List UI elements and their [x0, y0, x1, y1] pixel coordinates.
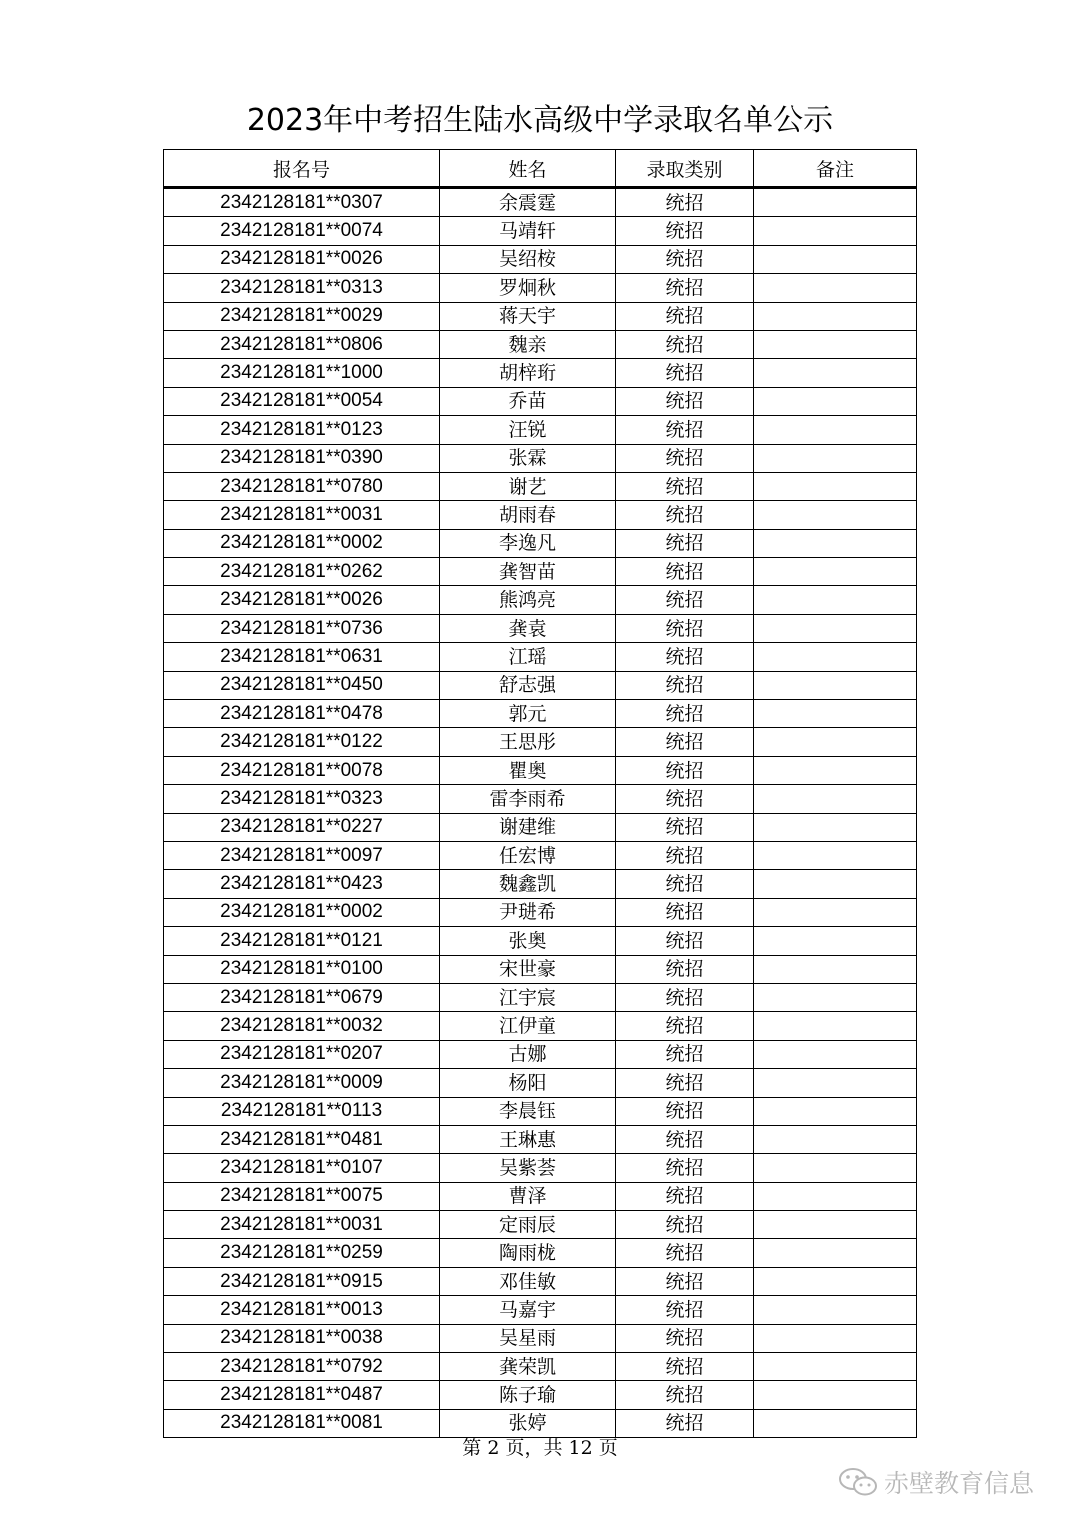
- admission-type-cell: 统招: [616, 1381, 754, 1409]
- admission-type-cell: 统招: [616, 1040, 754, 1068]
- remarks-cell: [754, 1012, 917, 1040]
- table-row: [164, 756, 917, 784]
- admission-type-cell: 统招: [616, 870, 754, 898]
- table-row: [164, 1267, 917, 1295]
- student-name-cell: 邓佳敏: [440, 1267, 616, 1295]
- table-row: [164, 416, 917, 444]
- student-name-cell: 余震霆: [440, 188, 616, 217]
- admission-type-cell: 统招: [616, 1182, 754, 1210]
- remarks-cell: [754, 217, 917, 245]
- table-row: [164, 501, 917, 529]
- registration-number-cell: 2342128181**0390: [164, 444, 440, 472]
- admission-type-cell: 统招: [616, 927, 754, 955]
- registration-number-cell: 2342128181**1000: [164, 359, 440, 387]
- table-row: [164, 643, 917, 671]
- student-name-cell: 古娜: [440, 1040, 616, 1068]
- remarks-cell: [754, 898, 917, 926]
- table-row: [164, 1069, 917, 1097]
- remarks-cell: [754, 1267, 917, 1295]
- registration-number-cell: 2342128181**0450: [164, 671, 440, 699]
- remarks-cell: [754, 841, 917, 869]
- table-row: [164, 1211, 917, 1239]
- registration-number-cell: 2342128181**0097: [164, 841, 440, 869]
- remarks-cell: [754, 1097, 917, 1125]
- student-name-cell: 乔苗: [440, 387, 616, 415]
- remarks-cell: [754, 1324, 917, 1352]
- registration-number-cell: 2342128181**0423: [164, 870, 440, 898]
- student-name-cell: 杨阳: [440, 1069, 616, 1097]
- remarks-cell: [754, 1353, 917, 1381]
- remarks-cell: [754, 1154, 917, 1182]
- remarks-cell: [754, 472, 917, 500]
- admission-type-cell: 统招: [616, 1125, 754, 1153]
- admission-type-cell: 统招: [616, 955, 754, 983]
- remarks-cell: [754, 501, 917, 529]
- remarks-cell: [754, 1069, 917, 1097]
- table-header: [164, 150, 917, 188]
- admission-type-cell: 统招: [616, 359, 754, 387]
- registration-number-cell: 2342128181**0026: [164, 245, 440, 273]
- registration-number-cell: 2342128181**0002: [164, 898, 440, 926]
- remarks-cell: [754, 1296, 917, 1324]
- admission-type-cell: 统招: [616, 785, 754, 813]
- student-name-cell: 马靖轩: [440, 217, 616, 245]
- student-name-cell: 江瑶: [440, 643, 616, 671]
- admission-type-cell: 统招: [616, 501, 754, 529]
- table-row: [164, 1154, 917, 1182]
- admission-type-cell: 统招: [616, 274, 754, 302]
- admission-type-cell: 统招: [616, 1211, 754, 1239]
- registration-number-cell: 2342128181**0013: [164, 1296, 440, 1324]
- admission-type-cell: 统招: [616, 700, 754, 728]
- registration-number-cell: 2342128181**0780: [164, 472, 440, 500]
- student-name-cell: 江宇宸: [440, 983, 616, 1011]
- registration-number-cell: 2342128181**0478: [164, 700, 440, 728]
- student-name-cell: 谢艺: [440, 472, 616, 500]
- student-name-cell: 吴星雨: [440, 1324, 616, 1352]
- remarks-cell: [754, 245, 917, 273]
- admission-type-cell: 统招: [616, 1296, 754, 1324]
- student-name-cell: 王琳惠: [440, 1125, 616, 1153]
- admission-type-cell: 统招: [616, 813, 754, 841]
- table-row: [164, 983, 917, 1011]
- header-remarks: 备注: [754, 150, 917, 188]
- admission-type-cell: 统招: [616, 444, 754, 472]
- remarks-cell: [754, 529, 917, 557]
- registration-number-cell: 2342128181**0038: [164, 1324, 440, 1352]
- table-row: [164, 558, 917, 586]
- student-name-cell: 曹泽: [440, 1182, 616, 1210]
- registration-number-cell: 2342128181**0792: [164, 1353, 440, 1381]
- admission-type-cell: 统招: [616, 1267, 754, 1295]
- registration-number-cell: 2342128181**0029: [164, 302, 440, 330]
- admission-type-cell: 统招: [616, 472, 754, 500]
- admission-type-cell: 统招: [616, 756, 754, 784]
- table-body: [164, 188, 917, 1438]
- table-row: [164, 870, 917, 898]
- student-name-cell: 任宏博: [440, 841, 616, 869]
- admission-type-cell: 统招: [616, 1069, 754, 1097]
- table-row: [164, 841, 917, 869]
- table-row: [164, 444, 917, 472]
- table-row: [164, 1012, 917, 1040]
- student-name-cell: 李逸凡: [440, 529, 616, 557]
- admission-type-cell: 统招: [616, 643, 754, 671]
- registration-number-cell: 2342128181**0121: [164, 927, 440, 955]
- student-name-cell: 吴紫荟: [440, 1154, 616, 1182]
- registration-number-cell: 2342128181**0026: [164, 586, 440, 614]
- remarks-cell: [754, 586, 917, 614]
- remarks-cell: [754, 330, 917, 358]
- registration-number-cell: 2342128181**0806: [164, 330, 440, 358]
- admission-type-cell: 统招: [616, 217, 754, 245]
- registration-number-cell: 2342128181**0054: [164, 387, 440, 415]
- table-row: [164, 217, 917, 245]
- admission-type-cell: 统招: [616, 558, 754, 586]
- remarks-cell: [754, 1211, 917, 1239]
- admission-type-cell: 统招: [616, 245, 754, 273]
- admission-type-cell: 统招: [616, 841, 754, 869]
- admission-type-cell: 统招: [616, 188, 754, 217]
- student-name-cell: 龚智苗: [440, 558, 616, 586]
- student-name-cell: 胡雨春: [440, 501, 616, 529]
- admission-table: [163, 149, 917, 1438]
- admission-type-cell: 统招: [616, 416, 754, 444]
- header-name: 姓名: [440, 150, 616, 188]
- registration-number-cell: 2342128181**0031: [164, 1211, 440, 1239]
- student-name-cell: 魏鑫凯: [440, 870, 616, 898]
- remarks-cell: [754, 614, 917, 642]
- remarks-cell: [754, 444, 917, 472]
- registration-number-cell: 2342128181**0113: [164, 1097, 440, 1125]
- table-row: [164, 1125, 917, 1153]
- remarks-cell: [754, 728, 917, 756]
- table-row: [164, 1296, 917, 1324]
- registration-number-cell: 2342128181**0481: [164, 1125, 440, 1153]
- remarks-cell: [754, 955, 917, 983]
- registration-number-cell: 2342128181**0123: [164, 416, 440, 444]
- table-row: [164, 728, 917, 756]
- registration-number-cell: 2342128181**0631: [164, 643, 440, 671]
- registration-number-cell: 2342128181**0100: [164, 955, 440, 983]
- student-name-cell: 罗炯秋: [440, 274, 616, 302]
- admission-type-cell: 统招: [616, 302, 754, 330]
- remarks-cell: [754, 416, 917, 444]
- admission-type-cell: 统招: [616, 330, 754, 358]
- table-row: [164, 1097, 917, 1125]
- table-row: [164, 529, 917, 557]
- watermark: [838, 1464, 1034, 1500]
- remarks-cell: [754, 359, 917, 387]
- registration-number-cell: 2342128181**0107: [164, 1154, 440, 1182]
- table-row: [164, 302, 917, 330]
- admission-type-cell: 统招: [616, 671, 754, 699]
- registration-number-cell: 2342128181**0313: [164, 274, 440, 302]
- registration-number-cell: 2342128181**0122: [164, 728, 440, 756]
- table-row: [164, 387, 917, 415]
- student-name-cell: 张奥: [440, 927, 616, 955]
- remarks-cell: [754, 1239, 917, 1267]
- registration-number-cell: 2342128181**0227: [164, 813, 440, 841]
- header-registration-number: 报名号: [164, 150, 440, 188]
- remarks-cell: [754, 983, 917, 1011]
- table-row: [164, 1381, 917, 1409]
- student-name-cell: 尹琎希: [440, 898, 616, 926]
- remarks-cell: [754, 188, 917, 217]
- table-row: [164, 813, 917, 841]
- student-name-cell: 龚袁: [440, 614, 616, 642]
- remarks-cell: [754, 870, 917, 898]
- admission-type-cell: 统招: [616, 387, 754, 415]
- admission-type-cell: 统招: [616, 728, 754, 756]
- student-name-cell: 江伊童: [440, 1012, 616, 1040]
- admission-type-cell: 统招: [616, 1409, 754, 1437]
- registration-number-cell: 2342128181**0032: [164, 1012, 440, 1040]
- student-name-cell: 张婷: [440, 1409, 616, 1437]
- wechat-icon: [838, 1467, 878, 1497]
- registration-number-cell: 2342128181**0487: [164, 1381, 440, 1409]
- remarks-cell: [754, 1125, 917, 1153]
- remarks-cell: [754, 274, 917, 302]
- table-row: [164, 927, 917, 955]
- registration-number-cell: 2342128181**0081: [164, 1409, 440, 1437]
- student-name-cell: 王思彤: [440, 728, 616, 756]
- registration-number-cell: 2342128181**0323: [164, 785, 440, 813]
- remarks-cell: [754, 643, 917, 671]
- table-row: [164, 274, 917, 302]
- table-row: [164, 1040, 917, 1068]
- admission-type-cell: 统招: [616, 1239, 754, 1267]
- registration-number-cell: 2342128181**0009: [164, 1069, 440, 1097]
- table-row: [164, 330, 917, 358]
- remarks-cell: [754, 1040, 917, 1068]
- admission-type-cell: 统招: [616, 586, 754, 614]
- registration-number-cell: 2342128181**0736: [164, 614, 440, 642]
- table-row: [164, 1239, 917, 1267]
- admission-type-cell: 统招: [616, 614, 754, 642]
- student-name-cell: 陶雨栊: [440, 1239, 616, 1267]
- table-row: [164, 359, 917, 387]
- table-row: [164, 1353, 917, 1381]
- admission-type-cell: 统招: [616, 1154, 754, 1182]
- remarks-cell: [754, 1381, 917, 1409]
- student-name-cell: 汪锐: [440, 416, 616, 444]
- registration-number-cell: 2342128181**0078: [164, 756, 440, 784]
- student-name-cell: 瞿奥: [440, 756, 616, 784]
- header-admission-type: 录取类别: [616, 150, 754, 188]
- table-row: [164, 614, 917, 642]
- page-title: 2023年中考招生陆水高级中学录取名单公示: [246, 103, 834, 138]
- table-row: [164, 245, 917, 273]
- table-row: [164, 586, 917, 614]
- registration-number-cell: 2342128181**0679: [164, 983, 440, 1011]
- remarks-cell: [754, 756, 917, 784]
- student-name-cell: 马嘉宇: [440, 1296, 616, 1324]
- remarks-cell: [754, 302, 917, 330]
- watermark-text: 赤壁教育信息: [884, 1469, 1035, 1498]
- registration-number-cell: 2342128181**0262: [164, 558, 440, 586]
- student-name-cell: 陈子瑜: [440, 1381, 616, 1409]
- registration-number-cell: 2342128181**0915: [164, 1267, 440, 1295]
- student-name-cell: 李晨钰: [440, 1097, 616, 1125]
- table-row: [164, 188, 917, 217]
- student-name-cell: 蒋天宇: [440, 302, 616, 330]
- admission-type-cell: 统招: [616, 1353, 754, 1381]
- student-name-cell: 熊鸿亮: [440, 586, 616, 614]
- table-row: [164, 1182, 917, 1210]
- registration-number-cell: 2342128181**0031: [164, 501, 440, 529]
- remarks-cell: [754, 387, 917, 415]
- admission-type-cell: 统招: [616, 1324, 754, 1352]
- student-name-cell: 宋世豪: [440, 955, 616, 983]
- registration-number-cell: 2342128181**0259: [164, 1239, 440, 1267]
- table-row: [164, 898, 917, 926]
- remarks-cell: [754, 785, 917, 813]
- registration-number-cell: 2342128181**0207: [164, 1040, 440, 1068]
- table-row: [164, 955, 917, 983]
- student-name-cell: 吴绍桉: [440, 245, 616, 273]
- student-name-cell: 舒志强: [440, 671, 616, 699]
- registration-number-cell: 2342128181**0307: [164, 188, 440, 217]
- student-name-cell: 雷李雨希: [440, 785, 616, 813]
- admission-type-cell: 统招: [616, 983, 754, 1011]
- registration-number-cell: 2342128181**0074: [164, 217, 440, 245]
- table-row: [164, 472, 917, 500]
- admission-type-cell: 统招: [616, 529, 754, 557]
- remarks-cell: [754, 558, 917, 586]
- student-name-cell: 定雨辰: [440, 1211, 616, 1239]
- student-name-cell: 张霖: [440, 444, 616, 472]
- student-name-cell: 谢建维: [440, 813, 616, 841]
- admission-type-cell: 统招: [616, 1097, 754, 1125]
- remarks-cell: [754, 1182, 917, 1210]
- student-name-cell: 魏亲: [440, 330, 616, 358]
- student-name-cell: 胡梓珩: [440, 359, 616, 387]
- remarks-cell: [754, 813, 917, 841]
- student-name-cell: 郭元: [440, 700, 616, 728]
- admission-type-cell: 统招: [616, 1012, 754, 1040]
- header-row: [164, 150, 917, 188]
- table-row: [164, 1324, 917, 1352]
- table-row: [164, 700, 917, 728]
- admission-type-cell: 统招: [616, 898, 754, 926]
- remarks-cell: [754, 671, 917, 699]
- remarks-cell: [754, 700, 917, 728]
- registration-number-cell: 2342128181**0002: [164, 529, 440, 557]
- registration-number-cell: 2342128181**0075: [164, 1182, 440, 1210]
- table-row: [164, 785, 917, 813]
- student-name-cell: 龚荣凯: [440, 1353, 616, 1381]
- table-row: [164, 671, 917, 699]
- page-footer: 第 2 页，共 12 页: [462, 1437, 618, 1459]
- remarks-cell: [754, 927, 917, 955]
